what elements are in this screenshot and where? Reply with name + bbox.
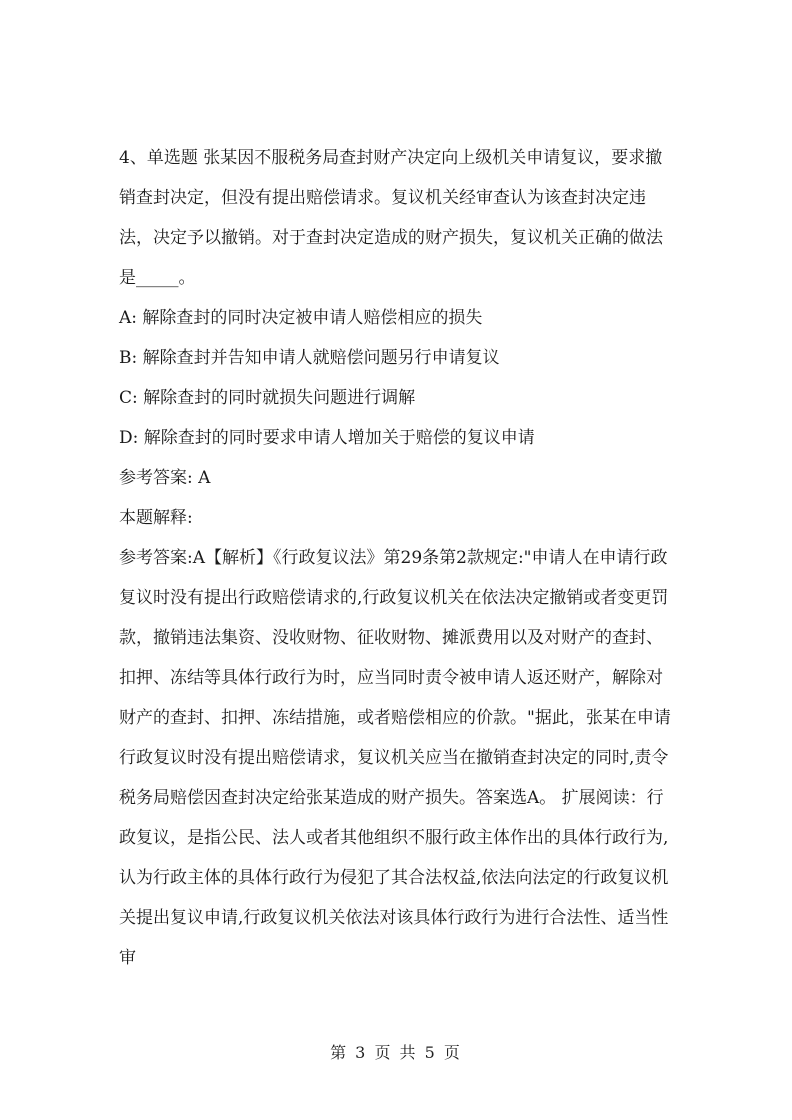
explanation-title: 本题解释: (119, 508, 193, 528)
option-a: A: 解除查封的同时决定被申请人赔偿相应的损失 (119, 308, 483, 328)
option-c: C: 解除查封的同时就损失问题进行调解 (119, 388, 416, 408)
page-footer: 第 3 页 共 5 页 (330, 1043, 462, 1062)
reference-answer: 参考答案: A (119, 468, 211, 488)
option-d: D: 解除查封的同时要求申请人增加关于赔偿的复议申请 (119, 428, 535, 448)
question-text: 4、单选题 张某因不服税务局查封财产决定向上级机关申请复议，要求撤销查封决定，但没有提出赔偿请求。复议机关经审查认为该查封决定违法，决定予以撤销。对于查封决定造成的财产损失，复议机关正确的做法是_____。 (119, 148, 663, 288)
page-content (119, 138, 675, 978)
explanation-text: 参考答案:A【解析】《行政复议法》第29条第2款规定:"申请人在申请行政复议时没有提出行政赔偿请求的,行政复议机关在依法决定撤销或者变更罚款，撤销违法集资、没收财物、征收财物、摊派费用以及对财产的查封、扣押、冻结等具体行政行为时，应当同时责令被申请人返还财产，解除对财产的查封、扣押、冻结措施，或者赔偿相应的价款。"据此，张某在申请行政复议时没有提出赔偿请求，复议机关应当在撤销查封决定的同时,责令税务局赔偿因查封决定给张某造成的财产损失。答案选A。 扩展阅读：行政复议，是指公民、法人或者其他组织不服行政主体作出的具体行政行为,认为行政主体的具体行政行为侵犯了其合法权益,依法向法定的行政复议机关提出复议申请,行政复议机关依法对该具体行政行为进行合法性、适当性审 (119, 548, 671, 968)
option-b: B: 解除查封并告知申请人就赔偿问题另行申请复议 (119, 348, 500, 368)
